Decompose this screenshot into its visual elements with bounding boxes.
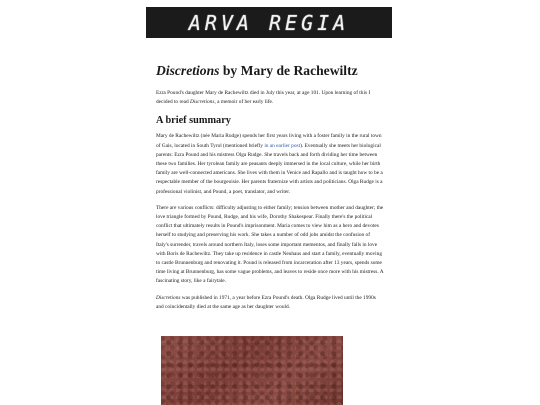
earlier-post-link[interactable]: in an earlier post — [264, 142, 301, 149]
book-cover-image — [161, 336, 343, 405]
intro-book-title: Discretions — [189, 99, 215, 106]
site-banner[interactable] — [146, 7, 392, 38]
published-text: was published in 1971, a year before Ezra Pound's death. Olga Rudge lived until the 1990s and coincidentally died at the same age as her daughter would. — [156, 294, 376, 310]
intro-paragraph — [156, 89, 384, 107]
site-title[interactable]: ARVA REGIA — [188, 10, 350, 35]
intro-text: Ezra Pound's daughter Mary de Rachewiltz died in July this year, at age 101. Upon learning of this I decided to read — [156, 90, 371, 106]
section-heading: A brief summary — [156, 115, 231, 127]
intro-text-end: , a memoir of her early life. — [214, 99, 274, 106]
conflicts-paragraph: There are various conflicts: difficulty adjusting to either family; tension between mother and daughter; the love triangle formed by Pound, Rudge, and his wife, Dorothy Shakespear. Finally there's the political conflict that ultimately results in Pound's imprisonment. Maria comes to view him as a hero and devotes herself to studying and preserving his work. She takes a number of odd jobs amidst the confusion of Italy's surrender, travels around northern Italy, loses some important mementos, and finally falls in love with Boris de Rachewiltz. They take up residence in castle Neuhaus and start a family, eventually moving to castle Brunnenburg and renovating it. Pound is released from incarceration after 13 years, spends some time living at Brunnenburg, has some vague problems, and leaves to reside once more with his mistress. A fascinating story, like a fairytale. — [156, 204, 384, 285]
post-title-rest: by Mary de Rachewiltz — [219, 63, 358, 78]
summary-paragraph — [156, 132, 384, 196]
post-title-book: Discretions — [156, 63, 220, 78]
summary-text-end: ). Eventually she meets her biological parents: Ezra Pound and his mistress Olga Rudge. She travels back and forth dividing her time between these two families. Her tyrolean family are peasants deeply immersed in the local culture, while her birth family are well-connected americans. She lives with them in Venice and Rapallo and is taught how to be a respectable member of the bourgeoisie. Her parents fraternize with artists and politicians. Olga Rudge is a professional violinist, and Pound, a poet, translator, and writer. — [156, 142, 383, 195]
published-paragraph — [156, 294, 384, 312]
post-title — [156, 62, 384, 79]
post-content — [156, 62, 384, 319]
published-book-title: Discretions — [156, 294, 181, 301]
summary-text: Mary de Rachewiltz (née Maria Rudge) spends her first years living with a foster family in the rural town of Gais, located in South Tyrol (mentioned briefly — [156, 133, 382, 149]
